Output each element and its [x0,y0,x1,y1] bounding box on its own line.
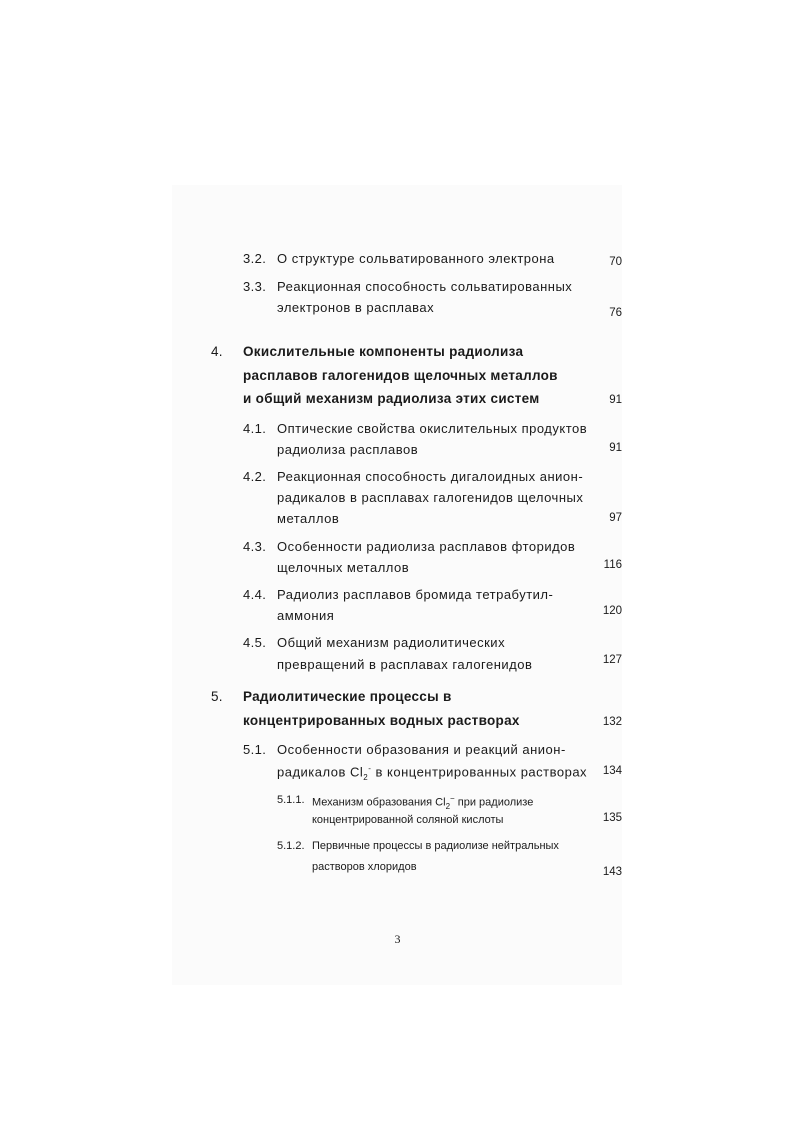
toc-title-line: щелочных металлов [277,560,410,575]
toc-number: 4.5. [243,635,267,650]
toc-title-line: Особенности образования и реакций анион- [277,742,566,757]
toc-number: 4.1. [243,421,267,436]
toc-number: 4. [211,344,223,359]
toc-title-line: расплавов галогенидов щелочных металлов [243,368,558,383]
toc-number: 3.3. [243,279,267,294]
toc-title-line: радикалов в расплавах галогенидов щелочных [277,490,584,505]
toc-page-number: 135 [602,812,622,824]
toc-title-line: Радиолиз расплавов бромида тетрабутил- [277,587,554,602]
toc-title-line: электронов в расплавах [277,300,435,315]
toc-title-line: концентрированных водных растворах [243,713,520,728]
toc-title-line: Реакционная способность дигалоидных анион- [277,469,584,484]
toc-number: 4.3. [243,539,267,554]
toc-page-number: 91 [609,394,622,406]
toc-page-number: 134 [602,765,622,777]
toc-page-number: 91 [609,442,622,454]
toc-title-line: Реакционная способность сольватированных [277,279,573,294]
toc-page-number: 97 [609,512,622,524]
toc-number: 4.4. [243,587,267,602]
page-folio-number: 3 [394,932,401,946]
toc-number: 5.1.2. [277,840,305,852]
toc-title-line: и общий механизм радиолиза этих систем [243,391,540,406]
toc-number: 5. [211,689,223,704]
toc-page-number: 127 [602,654,622,666]
toc-number: 4.2. [243,469,267,484]
toc-title-line: концентрированной соляной кислоты [312,814,504,826]
toc-title-line: Первичные процессы в радиолизе нейтральных [312,840,559,852]
toc-page-number: 120 [602,605,622,617]
toc-title-line: Радиолитические процессы в [243,689,452,704]
toc-page-number: 132 [602,716,622,728]
toc-title-line: Оптические свойства окислительных продуктов [277,421,588,436]
toc-page-number: 116 [603,559,622,571]
toc-title-line-with-formula: Механизм образования $Cl_2^-$ при радиолизе [312,794,534,811]
toc-title-line: радиолиза расплавов [277,442,419,457]
toc-page-number: 70 [609,256,622,268]
toc-title-line: аммония [277,608,335,623]
toc-title-line-with-formula: радикалов $Cl_2^-$ в концентрированных растворах [277,764,588,782]
toc-number: 5.1.1. [277,794,305,806]
toc-title-line: металлов [277,511,340,526]
toc-title-line: О структуре сольватированного электрона [277,251,555,266]
toc-number: 3.2. [243,251,267,266]
toc-title-line: растворов хлоридов [312,861,417,873]
toc-title-line: Окислительные компоненты радиолиза [243,344,524,359]
toc-number: 5.1. [243,742,267,757]
toc-page-number: 76 [609,307,622,319]
toc-page-number: 143 [602,866,622,878]
toc-title-line: Особенности радиолиза расплавов фторидов [277,539,576,554]
toc-title-line: превращений в расплавах галогенидов [277,657,533,672]
toc-title-line: Общий механизм радиолитических [277,635,506,650]
